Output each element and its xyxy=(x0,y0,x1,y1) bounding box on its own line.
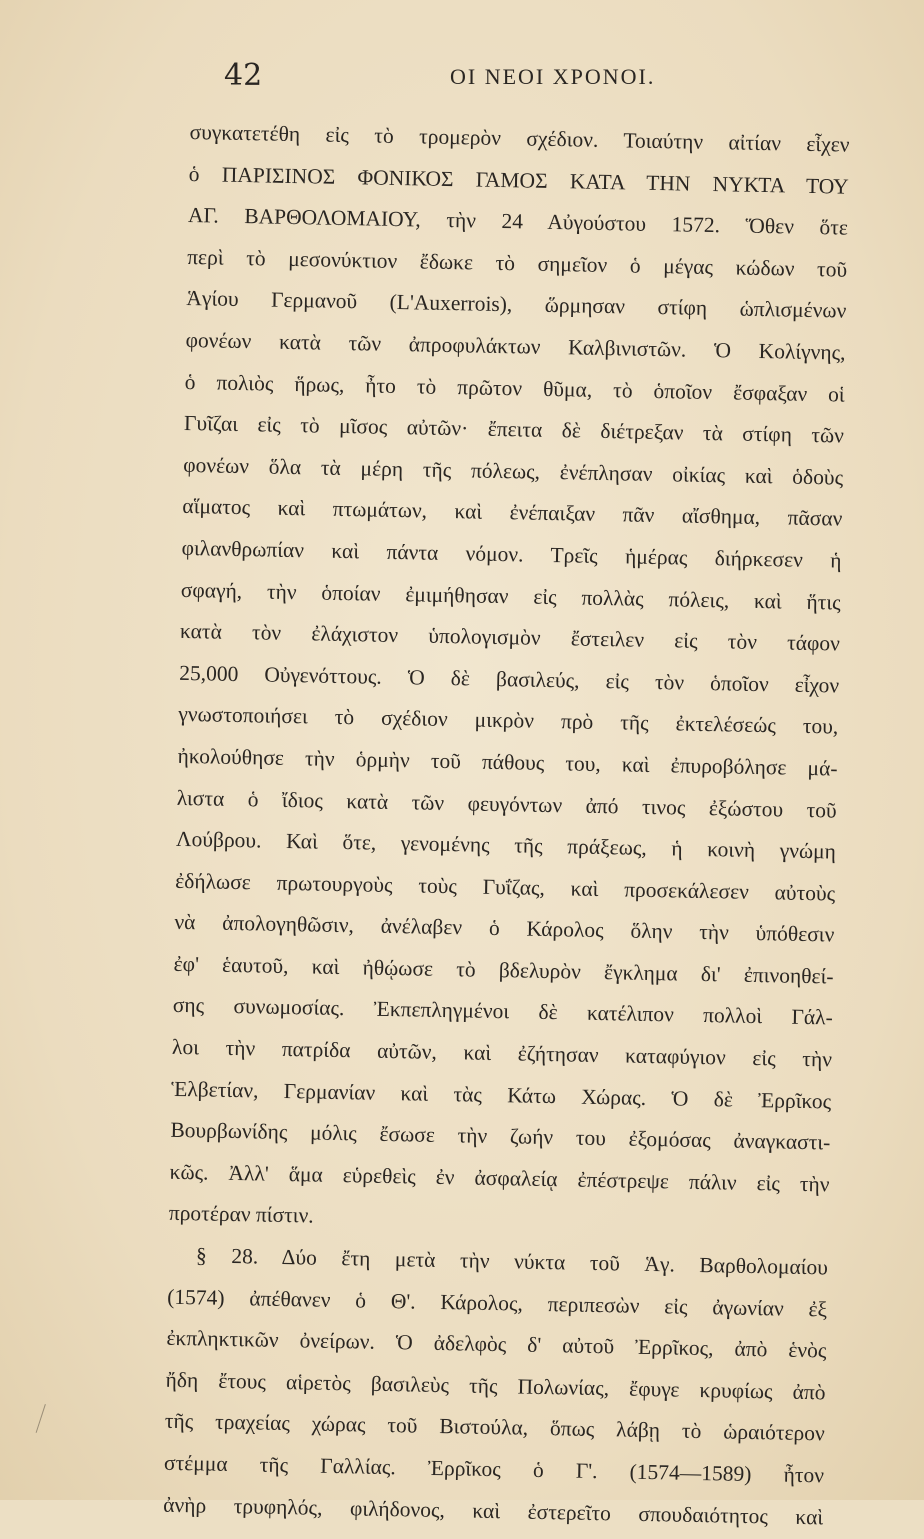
text-line: κατὰ τὸν ἐλάχιστον ὑπολογισμὸν ἔστειλεν εἰς τὸν τάφον xyxy=(179,619,841,656)
margin-pencil-mark xyxy=(36,1404,56,1436)
text-line: ἀνὴρ τρυφηλός, φιλήδονος, καὶ ἐστερεῖτο σπουδαιότητος καὶ xyxy=(163,1492,824,1530)
text-line: φονέων ὅλα τὰ μέρη τῆς πόλεως, ἐνέπλησαν οἰκίας καὶ ὁδοὺς xyxy=(182,452,844,490)
text-line: νὰ ἀπολογηθῶσιν, ἀνέλαβεν ὁ Κάρολος ὅλην τὴν ὑπόθεσιν xyxy=(174,910,835,947)
text-line: ΑΓ. ΒΑΡΘΟΛΟΜΑΙΟΥ, τὴν 24 Αὐγούστου 1572. Ὅθεν ὅτε xyxy=(187,203,849,240)
text-line: σφαγή, τὴν ὁποίαν ἐμιμήθησαν εἰς πολλὰς πόλεις, καὶ ἥτις xyxy=(180,577,841,615)
text-line: ἐκπληκτικῶν ὀνείρων. Ὁ ἀδελφὸς δ' αὐτοῦ Ἐρρῖκος, ἀπὸ ἑνὸς xyxy=(166,1325,827,1363)
text-line: Ἑλβετίαν, Γερμανίαν καὶ τὰς Κάτω Χώρας. Ὁ δὲ Ἐρρῖκος xyxy=(171,1076,832,1114)
text-line: ἤδη ἔτους αἱρετὸς βασιλεὺς τῆς Πολωνίας, ἔφυγε κρυφίως ἀπὸ xyxy=(165,1367,826,1405)
text-line: ἐδήλωσε πρωτουργοὺς τοὺς Γυΐζας, καὶ προσεκάλεσεν αὐτοὺς xyxy=(175,868,836,906)
text-line: ὁ ΠΑΡΙΣΙΝΟΣ ΦΟΝΙΚΟΣ ΓΑΜΟΣ ΚΑΤΑ ΤΗΝ ΝΥΚΤΑ ΤΟΥ xyxy=(188,161,849,199)
text-line: στέμμα τῆς Γαλλίας. Ἐρρῖκος ὁ Γ'. (1574—1589) ἦτον xyxy=(163,1450,825,1488)
text-line: λοι τὴν πατρίδα αὐτῶν, καὶ ἐζήτησαν καταφύγιον εἰς τὴν xyxy=(171,1034,833,1072)
text-line: περὶ τὸ μεσονύκτιον ἔδωκε τὸ σημεῖον ὁ μέγας κώδων τοῦ xyxy=(186,244,848,282)
text-line: φιλανθρωπίαν καὶ πάντα νόμον. Τρεῖς ἡμέρας διήρκεσεν ἡ xyxy=(181,535,842,573)
section-heading-line: § 28. Δύο ἔτη μετὰ τὴν νύκτα τοῦ Ἁγ. Βαρθολομαίου xyxy=(195,1243,829,1280)
text-line: αἵματος καὶ πτωμάτων, καὶ ἐνέπαιξαν πᾶν αἴσθημα, πᾶσαν xyxy=(182,494,843,531)
text-line: 25,000 Οὐγενόττους. Ὁ δὲ βασιλεύς, εἰς τὸν ὁποῖον εἶχον xyxy=(179,660,840,698)
text-line: τῆς τραχείας χώρας τοῦ Βιστούλα, ὅπως λάβῃ τὸ ὡραιότερον xyxy=(164,1409,825,1446)
text-line: Ἁγίου Γερμανοῦ (L'Auxerrois), ὥρμησαν στίφη ὡπλισμένων xyxy=(186,286,847,324)
page-number: 42 xyxy=(224,58,263,93)
text-line: (1574) ἀπέθανεν ὁ Θ'. Κάρολος, περιπεσὼν εἰς ἀγωνίαν ἐξ xyxy=(167,1284,828,1322)
text-line: γνωστοποιήσει τὸ σχέδιον μικρὸν πρὸ τῆς ἐκτελέσεώς του, xyxy=(178,702,839,739)
page-header xyxy=(0,58,924,102)
text-line: Βουρβωνίδης μόλις ἔσωσε τὴν ζωήν του ἐξομόσας ἀναγκαστι- xyxy=(170,1118,831,1155)
paragraph-end-line: προτέραν πίστιν. xyxy=(168,1201,314,1229)
text-line: ὁ πολιὸς ἥρως, ἦτο τὸ πρῶτον θῦμα, τὸ ὁποῖον ἔσφαξαν οἱ xyxy=(184,369,845,407)
text-line: Γυῖζαι εἰς τὸ μῖσος αὐτῶν· ἔπειτα δὲ διέτρεξαν τὰ στίφη τῶν xyxy=(183,411,845,448)
text-line: ἐφ' ἑαυτοῦ, καὶ ἠθῴωσε τὸ βδελυρὸν ἔγκλημα δι' ἐπινοηθεί- xyxy=(173,951,834,989)
running-title: ΟΙ ΝΕΟΙ ΧΡΟΝΟΙ. xyxy=(450,64,656,89)
body-text xyxy=(163,112,850,1539)
text-line: ἠκολούθησε τὴν ὁρμὴν τοῦ πάθους του, καὶ ἐπυροβόλησε μά- xyxy=(177,743,838,781)
text-line: φονέων κατὰ τῶν ἀπροφυλάκτων Καλβινιστῶν. Ὁ Κολίγνης, xyxy=(185,327,846,365)
text-line: λιστα ὁ ἴδιος κατὰ τῶν φευγόντων ἀπό τινος ἐξώστου τοῦ xyxy=(176,785,837,823)
text-line: σης συνωμοσίας. Ἐκπεπληγμένοι δὲ κατέλιπον πολλοὶ Γάλ- xyxy=(172,993,833,1030)
text-line: Λούβρου. Καὶ ὅτε, γενομένης τῆς πράξεως, ἡ κοινὴ γνώμη xyxy=(175,826,837,864)
text-line: κῶς. Ἀλλ' ἅμα εὑρεθεὶς ἐν ἀσφαλείᾳ ἐπέστρεψε πάλιν εἰς τὴν xyxy=(169,1159,830,1197)
text-line: συγκατετέθη εἰς τὸ τρομερὸν σχέδιον. Τοιαύτην αἰτίαν εἶχεν xyxy=(189,119,850,157)
